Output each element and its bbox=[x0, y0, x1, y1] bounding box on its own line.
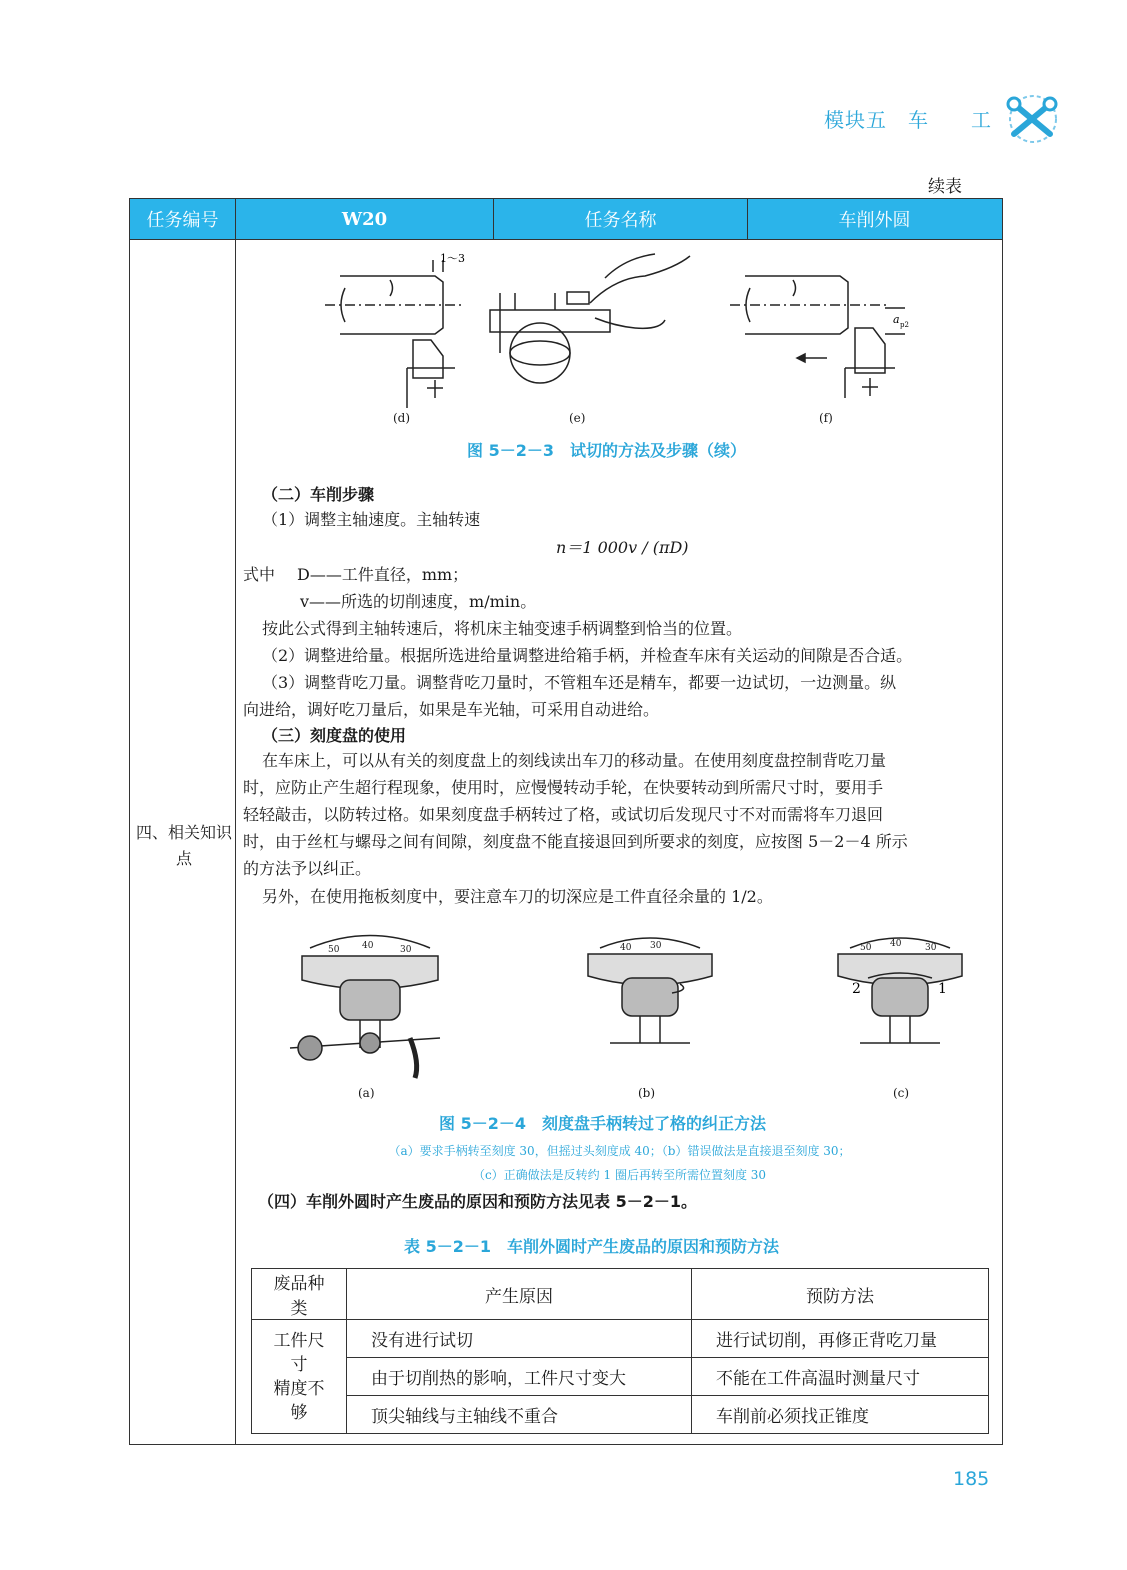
arrow-label-1: 1 bbox=[938, 981, 947, 997]
page-number: 185 bbox=[953, 1468, 990, 1490]
task-no-label: 任务编号 bbox=[130, 199, 236, 239]
table-header-row bbox=[129, 198, 1003, 240]
where-v: v——所选的切削速度，m/min。 bbox=[300, 592, 537, 611]
table-row bbox=[252, 1396, 989, 1434]
module-title: 模块五 车 工 bbox=[824, 108, 992, 132]
prevention-cell: 车削前必须找正锥度 bbox=[692, 1396, 989, 1434]
figure-dial-correction bbox=[270, 918, 990, 1088]
dial-b-num-2: 30 bbox=[650, 941, 662, 951]
header-prevention: 预防方法 bbox=[692, 1269, 989, 1320]
dial-c-num-2: 40 bbox=[890, 939, 902, 949]
prevention-cell: 不能在工件高温时测量尺寸 bbox=[692, 1358, 989, 1396]
fig-label-e: (e) bbox=[569, 411, 586, 425]
ap-sub-label: p2 bbox=[900, 321, 909, 329]
figure-524-sub2: （c）正确做法是反转约 1 圈后再转至所需位置刻度 30 bbox=[472, 1168, 767, 1182]
fig-label-b: (b) bbox=[638, 1086, 656, 1100]
section3-p2: 另外，在使用拖板刻度中，要注意车刀的切深应是工件直径余量的 1/2。 bbox=[262, 887, 773, 906]
dial-c-num-1: 50 bbox=[860, 943, 872, 953]
column-divider bbox=[235, 240, 236, 1445]
formula: n＝1 000v / (πD) bbox=[556, 538, 689, 557]
dial-a-num-3: 30 bbox=[400, 945, 412, 955]
table-row bbox=[252, 1358, 989, 1396]
side-label: 四、相关知识点 bbox=[136, 823, 233, 868]
dim-label: 1～3 bbox=[440, 252, 465, 265]
task-name-value: 车削外圆 bbox=[838, 210, 911, 231]
figure-523-caption: 图 5－2－3 试切的方法及步骤（续） bbox=[467, 441, 746, 460]
cause-cell: 顶尖轴线与主轴线不重合 bbox=[347, 1396, 692, 1434]
step3-b: 向进给，调好吃刀量后，如果是车光轴，可采用自动进给。 bbox=[243, 700, 660, 719]
fig-label-c: (c) bbox=[893, 1086, 910, 1100]
section3-p1-line5: 的方法予以纠正。 bbox=[243, 859, 372, 878]
fig-label-f: (f) bbox=[819, 411, 833, 425]
header-category: 废品种类 bbox=[252, 1269, 347, 1320]
step1: （1）调整主轴速度。主轴转速 bbox=[262, 510, 481, 529]
category-line1: 工件尺寸 bbox=[273, 1330, 325, 1375]
figure-524-caption: 图 5－2－4 刻度盘手柄转过了格的纠正方法 bbox=[439, 1114, 766, 1133]
waste-table bbox=[251, 1268, 989, 1434]
section3-heading: （三）刻度盘的使用 bbox=[262, 726, 407, 745]
step2: （2）调整进给量。根据所选进给量调整进给箱手柄，并检查车床有关运动的间隙是否合适。 bbox=[262, 646, 913, 665]
figure-524-sub1: （a）要求手柄转至刻度 30，但摇过头刻度成 40；（b）错误做法是直接退至刻度 30； bbox=[388, 1144, 851, 1158]
fig-label-d: (d) bbox=[393, 411, 411, 425]
dial-a-num-1: 50 bbox=[328, 945, 340, 955]
arrow-label-2: 2 bbox=[852, 981, 861, 997]
step3-a: （3）调整背吃刀量。调整背吃刀量时，不管粗车还是精车，都要一边试切，一边测量。纵 bbox=[262, 673, 897, 692]
ap-label: a bbox=[893, 313, 900, 326]
task-no-value: W20 bbox=[236, 199, 494, 239]
dial-c-num-3: 30 bbox=[925, 943, 937, 953]
section4-heading: （四）车削外圆时产生废品的原因和预防方法见表 5－2－1。 bbox=[258, 1192, 697, 1211]
continued-label: 续表 bbox=[928, 177, 962, 197]
section3-p1-line3: 轻轻敲击，以防转过格。如果刻度盘手柄转过了格，或试切后发现尺寸不对而需将车刀退回 bbox=[243, 805, 884, 824]
wrench-logo-icon bbox=[1000, 92, 1066, 146]
figure-trial-cut bbox=[315, 248, 915, 428]
table-header-row bbox=[252, 1269, 989, 1320]
section3-p1-line1: 在车床上，可以从有关的刻度盘上的刻线读出车刀的移动量。在使用刻度盘控制背吃刀量 bbox=[262, 751, 887, 770]
header-cause: 产生原因 bbox=[347, 1269, 692, 1320]
task-name-label: 任务名称 bbox=[494, 199, 748, 239]
prevention-cell: 进行试切削，再修正背吃刀量 bbox=[692, 1320, 989, 1358]
category-cell bbox=[252, 1320, 347, 1434]
step1-note: 按此公式得到主轴转速后，将机床主轴变速手柄调整到恰当的位置。 bbox=[262, 619, 743, 638]
dial-b-num-1: 40 bbox=[620, 943, 632, 953]
where-prefix: 式中 bbox=[243, 565, 276, 584]
cause-cell: 由于切削热的影响，工件尺寸变大 bbox=[347, 1358, 692, 1396]
category-line2: 精度不够 bbox=[273, 1378, 325, 1423]
cause-cell: 没有进行试切 bbox=[347, 1320, 692, 1358]
table-row bbox=[252, 1320, 989, 1358]
waste-table-caption: 表 5－2－1 车削外圆时产生废品的原因和预防方法 bbox=[404, 1237, 779, 1256]
where-d: D——工件直径，mm； bbox=[297, 565, 469, 584]
fig-label-a: (a) bbox=[358, 1086, 375, 1100]
section2-heading: （二）车削步骤 bbox=[262, 485, 375, 504]
dial-a-num-2: 40 bbox=[362, 941, 374, 951]
section3-p1-line4: 时，由于丝杠与螺母之间有间隙，刻度盘不能直接退回到所要求的刻度，应按图 5－2－4 所示 bbox=[243, 832, 908, 851]
section3-p1-line2: 时，应防止产生超行程现象，使用时，应慢慢转动手轮，在快要转动到所需尺寸时，要用手 bbox=[243, 778, 884, 797]
